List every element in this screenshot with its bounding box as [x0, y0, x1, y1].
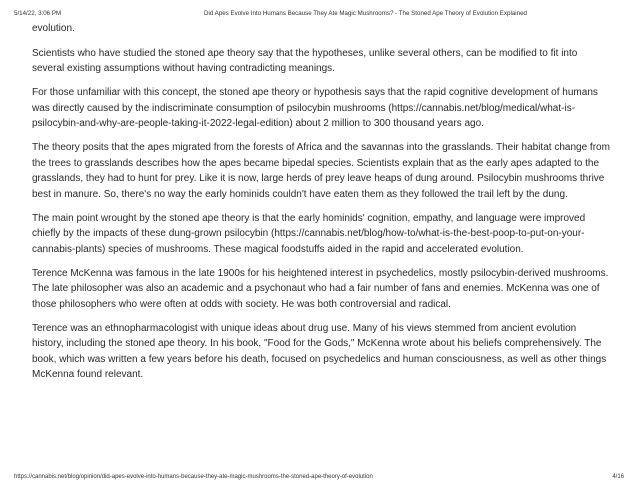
article-paragraph: For those unfamiliar with this concept, the stoned ape theory or hypothesis says that the rapid cognitive development of humans was directly caused by the indiscriminate consumption of psilocybin mushrooms (https://cannabis.net/blog/medical/what-is-psilocybin-and-why-are-people-taking-it-2022-legal-edition) about 2 million to 300 thousand years ago. — [32, 87, 598, 130]
page-number: 4/16 — [612, 474, 624, 480]
article-paragraph: Terence was an ethnopharmacologist with unique ideas about drug use. Many of his views stemmed from ancient evolution history, including the stoned ape theory. In his book, "Food for the Gods," McKenna wrote about his beliefs comprehensively. The book, which was written a few years before his death, focused on psychedelics and human consciousness, as well as other things McKenna found relevant. — [32, 322, 607, 381]
article-paragraph: The main point wrought by the stoned ape theory is that the early hominids' cognition, empathy, and language were improved chiefly by the impacts of these dung-grown psilocybin (https://cannabis.net/blog/how-to/what-is-the-best-poop-to-put-on-your-cannabis-plants) species of mushrooms. These magical foodstuffs aided in the rapid and accelerated evolution. — [32, 212, 586, 255]
print-footer — [14, 474, 624, 484]
article-paragraph: evolution. — [32, 23, 75, 34]
print-header — [14, 10, 624, 20]
article-body — [32, 21, 610, 392]
article-paragraph: The theory posits that the apes migrated from the forests of Africa and the savannas into the grasslands. Their habitat change from the trees to grasslands describes how the apes became bipedal species. Scientists explain that as the early apes adapted to the grasslands, they had to hunt for prey. Like it is now, large herds of prey leave heaps of dung around. Psilocybin mushrooms thrive best in manure. So, there's no way the early hominids couldn't have eaten them as they followed the trail left by the dung. — [32, 142, 610, 200]
print-datetime: 5/14/22, 3:06 PM — [14, 10, 62, 17]
print-page-title: Did Apes Evolve Into Humans Because They Ate Magic Mushrooms? - The Stoned Ape Theory of Evolution Explained — [204, 10, 527, 17]
article-paragraph: Terence McKenna was famous in the late 1900s for his heightened interest in psychedelics, mostly psilocybin-derived mushrooms. The late philosopher was also an academic and a psychonaut who had a fair number of fans and enemies. McKenna was one of those philosophers who were often at odds with society. He was both controversial and radical. — [32, 267, 609, 310]
print-url: https://cannabis.net/blog/opinion/did-apes-evolve-into-humans-because-they-ate-magic-mushrooms-the-stoned-ape-theory-of-evolution — [14, 474, 373, 480]
article-paragraph: Scientists who have studied the stoned ape theory say that the hypotheses, unlike several others, can be modified to fit into several existing assumptions without having contradicting meanings. — [32, 47, 578, 74]
